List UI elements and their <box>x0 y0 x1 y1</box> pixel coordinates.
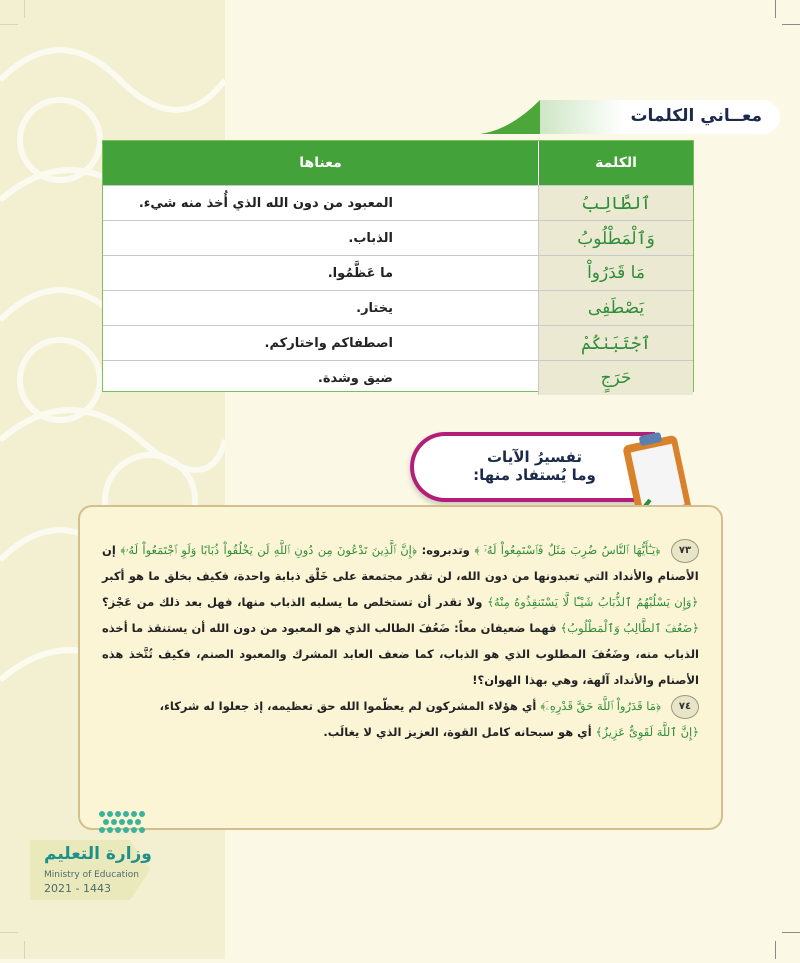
word-cell: ٱلطَّالِبُ <box>539 186 693 220</box>
vocabulary-table <box>102 140 694 392</box>
table-row <box>103 290 693 325</box>
quran-quote: ﴿وَإِن يَسْلُبْهُمُ ٱلذُّبَابُ شَيْـًٔا لَّا يَسْتَنقِذُوهُ مِنْهُ﴾ <box>487 595 699 609</box>
section-header <box>540 100 780 134</box>
table-row <box>103 360 693 395</box>
meaning-cell: اصطفاكم واختاركم. <box>103 326 539 360</box>
ministry-logo <box>10 800 190 940</box>
explanation-text: فهما ضعيفان معاً: ضَعُفَ الطالب الذي هو المعبود من دون الله أن يستنقذ ما أخذه الذباب منه، وضَعُفَ المطلوب الذي هو الذباب، كما ضعف العابد المشرك والمعبود الصنم، فكيف تُتَّخذ هذه الأصنام والأنداد آلهة، وهي بهذا الهوان؟! <box>102 621 699 687</box>
section-title: معــاني الكلمات <box>630 106 762 126</box>
quran-quote: ﴿مَا قَدَرُواْ ٱللَّهَ حَقَّ قَدْرِهِۦٓ﴾ <box>540 699 661 713</box>
explanation-paragraph <box>102 693 699 719</box>
leaf-icon <box>480 100 540 134</box>
table-header <box>103 141 693 185</box>
crop-mark <box>775 0 776 18</box>
header-meaning: معناها <box>103 141 539 185</box>
quran-quote: ﴿ضَعُفَ ٱلطَّالِبُ وَٱلْمَطْلُوبُ﴾ <box>560 621 699 635</box>
verse-number-badge: ٧٤ <box>671 695 699 719</box>
table-row <box>103 255 693 290</box>
explanation-paragraph <box>102 537 699 693</box>
quran-quote: ﴿إِنَّ ٱللَّهَ لَقَوِىٌّ عَزِيزٌ﴾ <box>595 725 699 739</box>
badge-line-1: تفسيرُ الآيات <box>486 448 583 466</box>
word-cell: مَا قَدَرُواْ <box>539 256 693 290</box>
meaning-cell: ما عَظَّمُوا. <box>103 256 539 290</box>
word-cell: حَرَجٍ <box>539 361 693 395</box>
ministry-arabic-name: وزارة التعليم <box>44 844 152 864</box>
quran-quote: ﴿يَـٰٓأَيُّهَا ٱلنَّاسُ ضُرِبَ مَثَلٌ فَٱسْتَمِعُواْ لَهُۥٓ ﴾ <box>474 543 661 557</box>
explanation-box <box>78 505 723 830</box>
verse-number-badge: ٧٣ <box>671 539 699 563</box>
header-word: الكلمة <box>595 155 637 171</box>
word-cell: ٱجْتَبَىٰكُمْ <box>539 326 693 360</box>
quran-quote: ﴿إِنَّ ٱلَّذِينَ تَدْعُونَ مِن دُونِ ٱللَّهِ لَن يَخْلُقُواْ ذُبَابًا وَلَوِ ٱجْتَمَعُواْ لَهُۥ﴾ <box>120 543 417 557</box>
word-cell: يَصْطَفِى <box>539 291 693 325</box>
crop-mark <box>782 24 800 25</box>
explanation-text: إن الأصنام والأنداد التي تعبدونها من دون الله، لن تقدر مجتمعة على خَلْق ذبابة واحدة، فكيف بخلق ما هو أكبر <box>102 543 699 583</box>
explanation-text: وتدبروه: <box>416 543 470 557</box>
explanation-text: ولا تقدر أن تستخلص ما يسلبه الذباب منها، فهل بعد ذلك من عَجْز؟ <box>102 595 483 609</box>
badge-line-2: وما يُستفاد منها: <box>473 466 596 484</box>
meaning-cell: الذباب. <box>103 221 539 255</box>
table-row <box>103 220 693 255</box>
explanation-paragraph <box>102 719 699 745</box>
ministry-english-name: Ministry of Education <box>44 870 139 880</box>
crop-mark <box>782 932 800 933</box>
meaning-cell: المعبود من دون الله الذي أُخذ منه شيء. <box>103 186 539 220</box>
ministry-year: 2021 - 1443 <box>44 882 111 895</box>
explanation-text: أي هؤلاء المشركون لم يعظّموا الله حق تعظيمه، إذ جعلوا له شركاء، <box>159 699 537 713</box>
meaning-cell: ضيق وشدة. <box>103 361 539 395</box>
table-row <box>103 185 693 220</box>
word-cell: وَٱلْمَطْلُوبُ <box>539 221 693 255</box>
table-row <box>103 325 693 360</box>
explanation-text: أي هو سبحانه كامل القوة، العزيز الذي لا يغالَب. <box>323 725 592 739</box>
meaning-cell: يختار. <box>103 291 539 325</box>
crop-mark <box>775 941 776 959</box>
